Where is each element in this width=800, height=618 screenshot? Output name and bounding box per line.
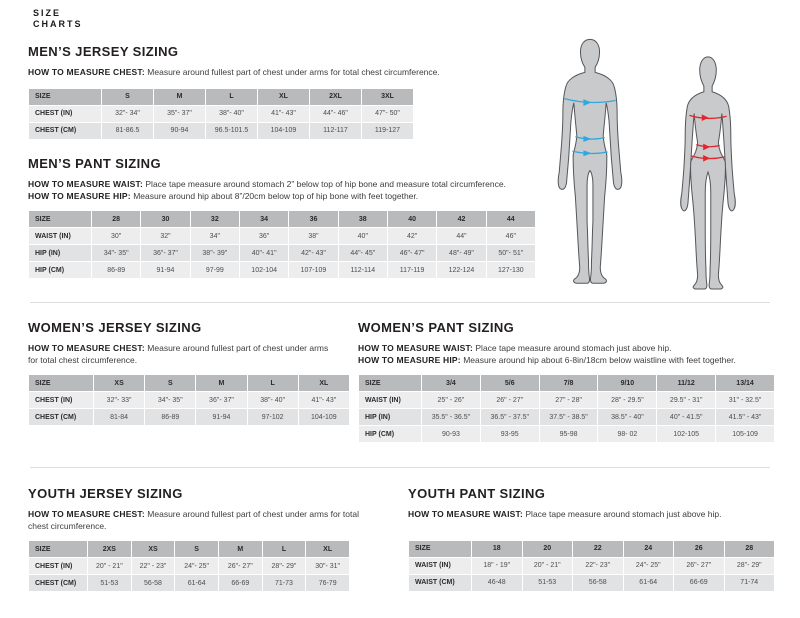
value-cell: 38"- 40" bbox=[248, 392, 298, 408]
value-cell: 66-69 bbox=[219, 575, 262, 591]
value-cell: 36"- 37" bbox=[196, 392, 246, 408]
value-cell: 81-84 bbox=[94, 409, 144, 425]
value-cell: 40" - 41.5" bbox=[657, 409, 715, 425]
womens-pant-table bbox=[358, 374, 775, 443]
value-cell: 28" - 29.5" bbox=[598, 392, 656, 408]
value-cell: 24"- 25" bbox=[624, 558, 674, 574]
size-column-header: S bbox=[175, 541, 218, 557]
value-cell: 112-114 bbox=[339, 262, 387, 278]
value-cell: 38" bbox=[289, 228, 337, 244]
value-cell: 46"- 47" bbox=[388, 245, 436, 261]
value-cell: 35"- 37" bbox=[154, 106, 205, 122]
page-title-line1: SIZE bbox=[33, 8, 62, 18]
value-cell: 98- 02 bbox=[598, 426, 656, 442]
size-corner-header: SIZE bbox=[409, 541, 471, 557]
value-cell: 29.5" - 31" bbox=[657, 392, 715, 408]
value-cell: 44"- 46" bbox=[310, 106, 361, 122]
value-cell: 36"- 37" bbox=[141, 245, 189, 261]
value-cell: 107-109 bbox=[289, 262, 337, 278]
value-cell: 97-102 bbox=[248, 409, 298, 425]
value-cell: 44" bbox=[437, 228, 485, 244]
row-header: HIP (IN) bbox=[359, 409, 421, 425]
female-silhouette bbox=[670, 54, 746, 290]
instruction-text: Measure around fullest part of chest under arms for total chest circumference. bbox=[28, 343, 329, 365]
womens-jersey-instruction bbox=[28, 343, 336, 366]
size-column-header: XS bbox=[132, 541, 175, 557]
mens-jersey-title: MEN’S JERSEY SIZING bbox=[28, 44, 179, 59]
size-column-header: M bbox=[154, 89, 205, 105]
value-cell: 38"- 40" bbox=[206, 106, 257, 122]
table-row bbox=[29, 106, 413, 122]
value-cell: 47"- 50" bbox=[362, 106, 413, 122]
value-cell: 86-89 bbox=[145, 409, 195, 425]
value-cell: 20" - 21" bbox=[523, 558, 573, 574]
section-divider bbox=[30, 467, 770, 468]
instruction-label: HOW TO MEASURE HIP: bbox=[358, 354, 461, 365]
table-row bbox=[359, 426, 774, 442]
youth-jersey-instruction bbox=[28, 509, 372, 532]
row-header: HIP (CM) bbox=[29, 262, 91, 278]
size-column-header: 28 bbox=[725, 541, 775, 557]
table-header-row bbox=[29, 211, 535, 227]
row-header: WAIST (IN) bbox=[359, 392, 421, 408]
instruction-text: Place tape measure around stomach 2” below top of hip bone and measure total circumference. bbox=[145, 179, 506, 189]
page-title bbox=[33, 8, 83, 30]
section-divider bbox=[30, 302, 770, 303]
table-header-row bbox=[29, 541, 349, 557]
mens-jersey-instruction bbox=[28, 67, 558, 79]
table-row bbox=[29, 123, 413, 139]
row-header: HIP (CM) bbox=[359, 426, 421, 442]
value-cell: 105-109 bbox=[716, 426, 774, 442]
size-column-header: 3/4 bbox=[422, 375, 480, 391]
value-cell: 104-109 bbox=[299, 409, 349, 425]
value-cell: 96.5-101.5 bbox=[206, 123, 257, 139]
womens-jersey-section bbox=[28, 320, 350, 426]
value-cell: 50"- 51" bbox=[487, 245, 535, 261]
value-cell: 86-89 bbox=[92, 262, 140, 278]
value-cell: 119-127 bbox=[362, 123, 413, 139]
size-column-header: M bbox=[219, 541, 262, 557]
size-column-header: XS bbox=[94, 375, 144, 391]
value-cell: 38.5" - 40" bbox=[598, 409, 656, 425]
value-cell: 76-79 bbox=[306, 575, 349, 591]
size-corner-header: SIZE bbox=[359, 375, 421, 391]
value-cell: 36" bbox=[240, 228, 288, 244]
size-column-header: 2XL bbox=[310, 89, 361, 105]
size-column-header: 32 bbox=[191, 211, 239, 227]
value-cell: 26" - 27" bbox=[481, 392, 539, 408]
value-cell: 104-109 bbox=[258, 123, 309, 139]
value-cell: 61-64 bbox=[175, 575, 218, 591]
value-cell: 27" - 28" bbox=[540, 392, 598, 408]
value-cell: 91-94 bbox=[196, 409, 246, 425]
table-row bbox=[409, 558, 774, 574]
value-cell: 28"- 29" bbox=[725, 558, 775, 574]
size-column-header: 3XL bbox=[362, 89, 413, 105]
table-row bbox=[29, 245, 535, 261]
value-cell: 41.5" - 43" bbox=[716, 409, 774, 425]
mens-pant-instruction-waist bbox=[28, 179, 558, 191]
table-row bbox=[29, 558, 349, 574]
page-title-line2: CHARTS bbox=[33, 19, 83, 29]
size-column-header: S bbox=[145, 375, 195, 391]
table-header-row bbox=[359, 375, 774, 391]
size-column-header: 38 bbox=[339, 211, 387, 227]
value-cell: 30"- 31" bbox=[306, 558, 349, 574]
value-cell: 22"- 23" bbox=[573, 558, 623, 574]
size-column-header: 22 bbox=[573, 541, 623, 557]
value-cell: 66-69 bbox=[674, 575, 724, 591]
value-cell: 22" - 23" bbox=[132, 558, 175, 574]
size-column-header: 34 bbox=[240, 211, 288, 227]
value-cell: 97-99 bbox=[191, 262, 239, 278]
value-cell: 91-94 bbox=[141, 262, 189, 278]
size-column-header: XL bbox=[306, 541, 349, 557]
table-row bbox=[29, 262, 535, 278]
value-cell: 34"- 35" bbox=[145, 392, 195, 408]
youth-pant-title: YOUTH PANT SIZING bbox=[408, 486, 546, 501]
size-corner-header: SIZE bbox=[29, 375, 93, 391]
instruction-text: Measure around fullest part of chest under arms for total chest circumference. bbox=[147, 67, 440, 77]
instruction-label: HOW TO MEASURE WAIST: bbox=[28, 179, 144, 189]
value-cell: 51-53 bbox=[88, 575, 131, 591]
instruction-label: HOW TO MEASURE WAIST: bbox=[358, 343, 474, 353]
male-body-shape bbox=[558, 39, 622, 283]
row-header: WAIST (CM) bbox=[409, 575, 471, 591]
value-cell: 90-93 bbox=[422, 426, 480, 442]
value-cell: 26"- 27" bbox=[219, 558, 262, 574]
row-header: CHEST (IN) bbox=[29, 558, 87, 574]
mens-pant-instruction-hip bbox=[28, 191, 558, 203]
value-cell: 71-73 bbox=[263, 575, 306, 591]
womens-pant-title: WOMEN’S PANT SIZING bbox=[358, 320, 515, 335]
size-column-header: 13/14 bbox=[716, 375, 774, 391]
value-cell: 25" - 26" bbox=[422, 392, 480, 408]
value-cell: 95-98 bbox=[540, 426, 598, 442]
size-column-header: XL bbox=[258, 89, 309, 105]
table-header-row bbox=[29, 89, 413, 105]
value-cell: 24"- 25" bbox=[175, 558, 218, 574]
size-column-header: 28 bbox=[92, 211, 140, 227]
instruction-label: HOW TO MEASURE WAIST: bbox=[408, 509, 524, 519]
size-corner-header: SIZE bbox=[29, 541, 87, 557]
value-cell: 41"- 43" bbox=[299, 392, 349, 408]
womens-pant-instruction-waist bbox=[358, 343, 778, 355]
youth-pant-instruction bbox=[408, 509, 778, 521]
value-cell: 102-104 bbox=[240, 262, 288, 278]
row-header: CHEST (IN) bbox=[29, 392, 93, 408]
instruction-text: Place tape measure around stomach just above hip. bbox=[475, 343, 672, 353]
value-cell: 35.5" - 36.5" bbox=[422, 409, 480, 425]
table-row bbox=[359, 392, 774, 408]
value-cell: 42" bbox=[388, 228, 436, 244]
size-column-header: 40 bbox=[388, 211, 436, 227]
instruction-label: HOW TO MEASURE CHEST: bbox=[28, 343, 145, 353]
womens-jersey-table bbox=[28, 374, 350, 426]
size-column-header: 44 bbox=[487, 211, 535, 227]
instruction-text: Place tape measure around stomach just above hip. bbox=[525, 509, 722, 519]
value-cell: 56-58 bbox=[132, 575, 175, 591]
size-column-header: 2XS bbox=[88, 541, 131, 557]
youth-jersey-section bbox=[28, 486, 374, 592]
size-column-header: 5/6 bbox=[481, 375, 539, 391]
size-column-header: 11/12 bbox=[657, 375, 715, 391]
value-cell: 36.5" - 37.5" bbox=[481, 409, 539, 425]
row-header: CHEST (CM) bbox=[29, 575, 87, 591]
value-cell: 41"- 43" bbox=[258, 106, 309, 122]
value-cell: 38"- 39" bbox=[191, 245, 239, 261]
size-column-header: 7/8 bbox=[540, 375, 598, 391]
table-row bbox=[29, 392, 349, 408]
value-cell: 32"- 34" bbox=[102, 106, 153, 122]
youth-pant-section bbox=[408, 486, 778, 592]
mens-jersey-section bbox=[28, 44, 558, 140]
mens-pant-table bbox=[28, 210, 536, 279]
value-cell: 46" bbox=[487, 228, 535, 244]
male-silhouette bbox=[546, 36, 634, 290]
value-cell: 56-58 bbox=[573, 575, 623, 591]
value-cell: 28"- 29" bbox=[263, 558, 306, 574]
youth-jersey-title: YOUTH JERSEY SIZING bbox=[28, 486, 183, 501]
value-cell: 18" - 19" bbox=[472, 558, 522, 574]
row-header: CHEST (CM) bbox=[29, 409, 93, 425]
value-cell: 102-105 bbox=[657, 426, 715, 442]
value-cell: 20" - 21" bbox=[88, 558, 131, 574]
size-column-header: 30 bbox=[141, 211, 189, 227]
value-cell: 71-74 bbox=[725, 575, 775, 591]
instruction-label: HOW TO MEASURE HIP: bbox=[28, 190, 131, 201]
value-cell: 31" - 32.5" bbox=[716, 392, 774, 408]
value-cell: 127-130 bbox=[487, 262, 535, 278]
instruction-text: Measure around hip about 6-8in/18cm below waistline with feet together. bbox=[463, 354, 736, 365]
value-cell: 40"- 41" bbox=[240, 245, 288, 261]
value-cell: 32"- 33" bbox=[94, 392, 144, 408]
size-column-header: 20 bbox=[523, 541, 573, 557]
table-row bbox=[409, 575, 774, 591]
value-cell: 46-48 bbox=[472, 575, 522, 591]
value-cell: 32" bbox=[141, 228, 189, 244]
value-cell: 112-117 bbox=[310, 123, 361, 139]
value-cell: 34" bbox=[191, 228, 239, 244]
row-header: WAIST (IN) bbox=[29, 228, 91, 244]
size-column-header: XL bbox=[299, 375, 349, 391]
table-row bbox=[29, 409, 349, 425]
table-row bbox=[29, 228, 535, 244]
value-cell: 34"- 35" bbox=[92, 245, 140, 261]
value-cell: 93-95 bbox=[481, 426, 539, 442]
value-cell: 122-124 bbox=[437, 262, 485, 278]
value-cell: 81-86.5 bbox=[102, 123, 153, 139]
row-header: CHEST (IN) bbox=[29, 106, 101, 122]
size-column-header: L bbox=[263, 541, 306, 557]
value-cell: 37.5" - 38.5" bbox=[540, 409, 598, 425]
size-column-header: L bbox=[248, 375, 298, 391]
instruction-text: Measure around hip about 8”/20cm below top of hip bone with feet together. bbox=[133, 190, 419, 201]
value-cell: 61-64 bbox=[624, 575, 674, 591]
womens-pant-section bbox=[358, 320, 778, 443]
value-cell: 117-119 bbox=[388, 262, 436, 278]
value-cell: 90-94 bbox=[154, 123, 205, 139]
value-cell: 48"- 49" bbox=[437, 245, 485, 261]
size-column-header: 9/10 bbox=[598, 375, 656, 391]
youth-jersey-table bbox=[28, 540, 350, 592]
value-cell: 26"- 27" bbox=[674, 558, 724, 574]
instruction-label: HOW TO MEASURE CHEST: bbox=[28, 67, 145, 77]
value-cell: 40" bbox=[339, 228, 387, 244]
womens-pant-instruction-hip bbox=[358, 355, 778, 367]
size-column-header: S bbox=[102, 89, 153, 105]
size-column-header: 18 bbox=[472, 541, 522, 557]
table-header-row bbox=[29, 375, 349, 391]
size-column-header: 24 bbox=[624, 541, 674, 557]
value-cell: 30" bbox=[92, 228, 140, 244]
table-row bbox=[359, 409, 774, 425]
table-header-row bbox=[409, 541, 774, 557]
mens-pant-section bbox=[28, 156, 558, 279]
table-row bbox=[29, 575, 349, 591]
size-column-header: M bbox=[196, 375, 246, 391]
size-corner-header: SIZE bbox=[29, 89, 101, 105]
row-header: WAIST (IN) bbox=[409, 558, 471, 574]
mens-jersey-table bbox=[28, 88, 414, 140]
size-column-header: 36 bbox=[289, 211, 337, 227]
mens-pant-title: MEN’S PANT SIZING bbox=[28, 156, 161, 171]
instruction-label: HOW TO MEASURE CHEST: bbox=[28, 509, 145, 519]
instruction-text: Measure around fullest part of chest under arms for total chest circumference. bbox=[28, 509, 359, 531]
womens-jersey-title: WOMEN’S JERSEY SIZING bbox=[28, 320, 202, 335]
value-cell: 51-53 bbox=[523, 575, 573, 591]
size-corner-header: SIZE bbox=[29, 211, 91, 227]
female-body-shape bbox=[681, 57, 735, 289]
size-column-header: L bbox=[206, 89, 257, 105]
value-cell: 42"- 43" bbox=[289, 245, 337, 261]
youth-pant-table bbox=[408, 540, 775, 592]
size-column-header: 42 bbox=[437, 211, 485, 227]
value-cell: 44"- 45" bbox=[339, 245, 387, 261]
row-header: CHEST (CM) bbox=[29, 123, 101, 139]
row-header: HIP (IN) bbox=[29, 245, 91, 261]
size-column-header: 26 bbox=[674, 541, 724, 557]
